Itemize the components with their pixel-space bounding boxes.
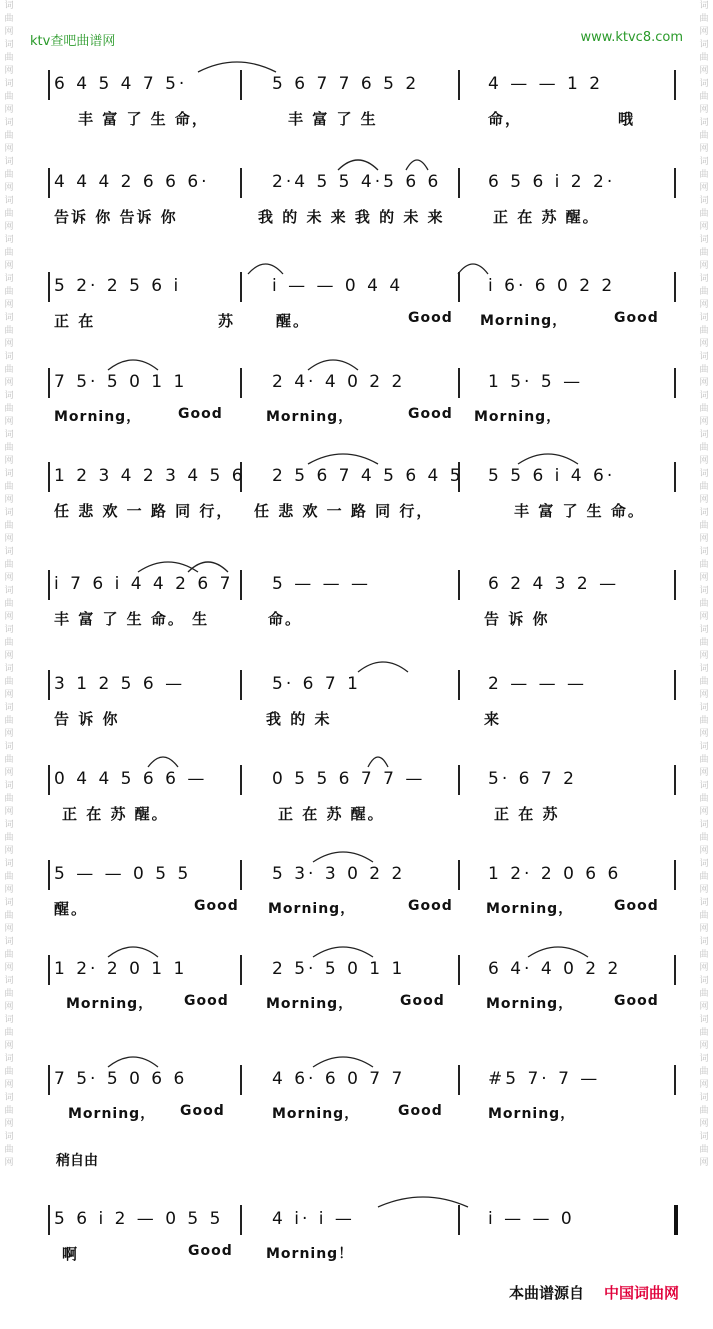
- barline: [48, 462, 50, 492]
- slur-lines: [48, 652, 688, 674]
- barline: [458, 1065, 460, 1095]
- slur: [313, 1057, 373, 1067]
- barline: [240, 955, 242, 985]
- measure: 2 5· 5 0 1 1: [272, 959, 406, 979]
- slur-lines: [48, 552, 688, 574]
- slur: [313, 852, 373, 862]
- lyric: Good: [614, 310, 659, 326]
- barline: [48, 670, 50, 700]
- measure: 2 5 6 7 4 5 6 4 5: [272, 466, 464, 486]
- measure: 1 2· 2 0 6 6: [488, 864, 622, 884]
- barline: [674, 272, 676, 302]
- lyric: 丰 富 了 生: [288, 110, 378, 128]
- measure: i 7 6 i 4 4 2 6 7: [54, 574, 234, 594]
- lyric: Morning，: [68, 1106, 156, 1122]
- score-system: [48, 755, 688, 835]
- lyric: Morning，: [66, 996, 154, 1012]
- lyric: Good: [188, 1243, 233, 1259]
- notes-row: [48, 1065, 688, 1093]
- barline: [674, 860, 676, 890]
- slur: [528, 947, 588, 957]
- slur-lines: [48, 1187, 688, 1209]
- barline: [48, 955, 50, 985]
- barline: [48, 860, 50, 890]
- barline: [458, 168, 460, 198]
- tempo-marking: 稍自由: [56, 1153, 98, 1169]
- measure: #5 7· 7 —: [488, 1069, 601, 1089]
- watermark-right: 词曲网词曲网词曲网词曲网词曲网词曲网词曲网词曲网词曲网词曲网词曲网词曲网词曲网词曲网词曲网词曲网词曲网词曲网词曲网词曲网词曲网词曲网词曲网词曲网词曲网词曲网词曲网词曲网词曲网词曲网: [699, 1, 709, 1168]
- watermark-left: 词曲网词曲网词曲网词曲网词曲网词曲网词曲网词曲网词曲网词曲网词曲网词曲网词曲网词曲网词曲网词曲网词曲网词曲网词曲网词曲网词曲网词曲网词曲网词曲网词曲网词曲网词曲网词曲网词曲网词曲网: [4, 1, 14, 1168]
- barline: [458, 1205, 460, 1235]
- measure: 6 4 5 4 7 5·: [54, 74, 188, 94]
- lyric: Morning，: [480, 313, 568, 329]
- measure: 5· 6 7 1: [272, 674, 361, 694]
- measure: 4 6· 6 0 7 7: [272, 1069, 406, 1089]
- lyrics-row: [48, 708, 688, 732]
- lyrics-row: [48, 1243, 688, 1267]
- barline: [674, 1065, 676, 1095]
- slur: [308, 360, 358, 370]
- lyric: Good: [614, 993, 659, 1009]
- barline: [48, 1065, 50, 1095]
- barline: [674, 765, 676, 795]
- lyric: Good: [178, 406, 223, 422]
- measure: 5 3· 3 0 2 2: [272, 864, 406, 884]
- notes-row: [48, 272, 688, 300]
- lyric: 任 悲 欢 一 路 同 行，: [254, 502, 434, 520]
- slur: [378, 1197, 468, 1207]
- measure: 5 5 6 i 4 6·: [488, 466, 616, 486]
- lyric: 来: [484, 710, 502, 728]
- lyric: 我 的 未: [266, 710, 332, 728]
- barline: [240, 168, 242, 198]
- lyric: Morning，: [474, 409, 562, 425]
- measure: 1 2 3 4 2 3 4 5 6: [54, 466, 246, 486]
- measure: 3 1 2 5 6 —: [54, 674, 186, 694]
- notes-row: [48, 860, 688, 888]
- slur-lines: [48, 254, 688, 276]
- lyrics-row: [48, 803, 688, 827]
- barline: [240, 670, 242, 700]
- slur-lines: [48, 747, 688, 769]
- barline: [674, 955, 676, 985]
- barline: [48, 1205, 50, 1235]
- lyric: 醒。: [54, 900, 89, 918]
- final-barline: [674, 1205, 678, 1235]
- notes-row: [48, 570, 688, 598]
- lyric: 告诉 你 告诉 你: [54, 208, 178, 226]
- slur-lines: [48, 150, 688, 172]
- barline: [240, 860, 242, 890]
- lyric: 正 在 苏: [494, 805, 560, 823]
- barline: [48, 70, 50, 100]
- barline: [240, 368, 242, 398]
- score-system: [48, 1055, 688, 1135]
- notes-row: [48, 1205, 688, 1233]
- barline: [240, 570, 242, 600]
- barline: [674, 462, 676, 492]
- slur-lines: [48, 52, 688, 74]
- lyric: Good: [400, 993, 445, 1009]
- slur-lines: [48, 842, 688, 864]
- lyric: 任 悲 欢 一 路 同 行，: [54, 502, 234, 520]
- barline: [48, 765, 50, 795]
- lyric: Morning，: [272, 1106, 360, 1122]
- site-name: ktv查吧曲谱网: [30, 34, 116, 49]
- lyric: Morning，: [268, 901, 356, 917]
- lyric: Good: [180, 1103, 225, 1119]
- lyric: 正 在 苏 醒。: [62, 805, 169, 823]
- barline: [458, 570, 460, 600]
- slur: [313, 947, 373, 957]
- lyric: 丰 富 了 生 命，: [78, 110, 209, 128]
- lyric: Morning，: [266, 409, 354, 425]
- score-system: [48, 945, 688, 1025]
- measure: 2·4 5 5 4·5 6 6: [272, 172, 442, 192]
- lyric: Good: [408, 898, 453, 914]
- score-system: [48, 660, 688, 740]
- notes-row: [48, 955, 688, 983]
- slur: [458, 264, 488, 274]
- slur-lines: [48, 444, 688, 466]
- lyrics-row: [48, 608, 688, 632]
- measure: 5 6 7 7 6 5 2: [272, 74, 420, 94]
- notes-row: [48, 368, 688, 396]
- slur-lines: [48, 350, 688, 372]
- score-system: [48, 850, 688, 930]
- barline: [48, 168, 50, 198]
- lyric: 正 在 苏 醒。: [493, 208, 600, 226]
- lyrics-row: [48, 500, 688, 524]
- barline: [458, 368, 460, 398]
- barline: [240, 765, 242, 795]
- lyric: 告 诉 你: [54, 710, 120, 728]
- measure: 5 6 i 2 — 0 5 5: [54, 1209, 224, 1229]
- lyric: 告 诉 你: [484, 610, 550, 628]
- lyric: 命，: [488, 110, 523, 128]
- slur: [518, 454, 578, 464]
- measure: 2 — — —: [488, 674, 588, 694]
- measure: 5 2· 2 5 6 i: [54, 276, 182, 296]
- slur: [248, 264, 283, 274]
- barline: [48, 570, 50, 600]
- lyric: Good: [398, 1103, 443, 1119]
- score-system: [48, 262, 688, 342]
- score-system: [48, 158, 688, 238]
- site-url[interactable]: www.ktvc8.com: [580, 30, 683, 45]
- measure: 5 — — —: [272, 574, 372, 594]
- lyric: Morning，: [486, 901, 574, 917]
- barline: [458, 70, 460, 100]
- measure: 1 5· 5 —: [488, 372, 584, 392]
- measure: i — — 0: [488, 1209, 575, 1229]
- slur: [108, 1057, 158, 1067]
- slur-lines: [48, 1047, 688, 1069]
- lyric: 我 的 未 来 我 的 未 来: [258, 208, 445, 226]
- barline: [240, 1205, 242, 1235]
- measure: 2 4· 4 0 2 2: [272, 372, 406, 392]
- lyric: Good: [408, 310, 453, 326]
- slur: [358, 662, 408, 672]
- barline: [48, 368, 50, 398]
- lyric: Morning，: [486, 996, 574, 1012]
- lyric: Morning！: [266, 1246, 354, 1262]
- measure: 5 — — 0 5 5: [54, 864, 192, 884]
- slur: [368, 757, 388, 767]
- measure: 0 5 5 6 7 7 —: [272, 769, 426, 789]
- measure: 7 5· 5 0 1 1: [54, 372, 188, 392]
- lyric: 苏: [218, 312, 236, 330]
- lyric: Good: [614, 898, 659, 914]
- slur: [188, 562, 228, 572]
- notes-row: [48, 462, 688, 490]
- slur: [108, 947, 158, 957]
- slur: [198, 62, 276, 72]
- barline: [240, 70, 242, 100]
- lyrics-row: [48, 206, 688, 230]
- lyric: 啊: [62, 1245, 80, 1263]
- lyrics-row: [48, 898, 688, 922]
- barline: [458, 860, 460, 890]
- measure: 4 — — 1 2: [488, 74, 604, 94]
- barline: [48, 272, 50, 302]
- source-credit: [509, 1282, 679, 1303]
- measure: i 6· 6 0 2 2: [488, 276, 616, 296]
- score-system: [48, 60, 688, 140]
- score-system: [48, 1195, 688, 1275]
- lyrics-row: [48, 993, 688, 1017]
- measure: 4 i· i —: [272, 1209, 355, 1229]
- source-label: 本曲谱源自: [508, 1284, 584, 1302]
- lyric: 正 在 苏 醒。: [278, 805, 385, 823]
- lyric: Good: [408, 406, 453, 422]
- barline: [458, 670, 460, 700]
- lyrics-row: [48, 1103, 688, 1127]
- lyric: Morning，: [488, 1106, 576, 1122]
- lyric: Morning，: [54, 409, 142, 425]
- lyric: 丰 富 了 生 命。 生: [54, 610, 210, 628]
- measure: 6 5 6 i 2 2·: [488, 172, 616, 192]
- lyric: Good: [194, 898, 239, 914]
- lyric: Morning，: [266, 996, 354, 1012]
- barline: [458, 955, 460, 985]
- measure: 1 2· 2 0 1 1: [54, 959, 188, 979]
- barline: [674, 168, 676, 198]
- barline: [674, 570, 676, 600]
- measure: i — — 0 4 4: [272, 276, 404, 296]
- lyrics-row: [48, 406, 688, 430]
- measure: 0 4 4 5 6 6 —: [54, 769, 208, 789]
- source-site[interactable]: 中国词曲网: [603, 1284, 679, 1302]
- measure: 6 4· 4 0 2 2: [488, 959, 622, 979]
- notes-row: [48, 670, 688, 698]
- lyric: 正 在: [54, 312, 96, 330]
- barline: [458, 765, 460, 795]
- barline: [240, 1065, 242, 1095]
- lyrics-row: [48, 108, 688, 132]
- lyric: 丰 富 了 生 命。: [514, 502, 645, 520]
- notes-row: [48, 70, 688, 98]
- slur-lines: [48, 937, 688, 959]
- measure: 6 2 4 3 2 —: [488, 574, 620, 594]
- lyric: 命。: [268, 610, 303, 628]
- notes-row: [48, 168, 688, 196]
- barline: [240, 272, 242, 302]
- slur: [308, 454, 378, 464]
- notes-row: [48, 765, 688, 793]
- barline: [674, 368, 676, 398]
- barline: [674, 670, 676, 700]
- barline: [458, 272, 460, 302]
- score-system: [48, 452, 688, 532]
- slur: [148, 757, 178, 767]
- lyric: 醒。: [276, 312, 311, 330]
- measure: 5· 6 7 2: [488, 769, 577, 789]
- lyric: 哦: [618, 110, 636, 128]
- barline: [674, 70, 676, 100]
- measure: 4 4 4 2 6 6 6·: [54, 172, 210, 192]
- score-system: [48, 358, 688, 438]
- measure: 7 5· 5 0 6 6: [54, 1069, 188, 1089]
- score-system: [48, 560, 688, 640]
- lyrics-row: [48, 310, 688, 334]
- slur: [338, 160, 378, 170]
- slur: [108, 360, 158, 370]
- slur: [406, 160, 428, 170]
- lyric: Good: [184, 993, 229, 1009]
